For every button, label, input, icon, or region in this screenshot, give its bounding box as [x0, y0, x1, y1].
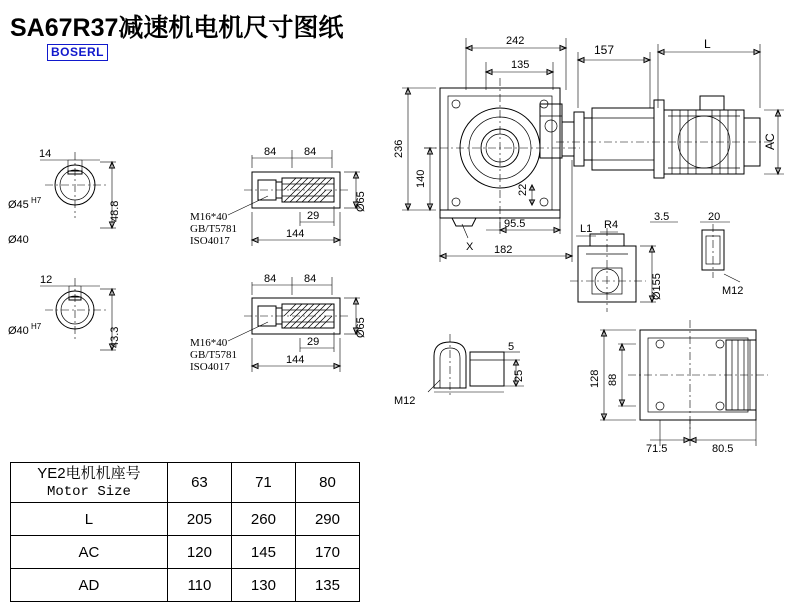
- row-ac-value-80: 170: [295, 536, 359, 569]
- left-bottom-shaft-view: [8, 274, 121, 350]
- note-bolt-top-3: ISO4017: [190, 235, 230, 247]
- svg-text:88: 88: [607, 373, 619, 386]
- motor-size-table: [10, 462, 360, 602]
- svg-text:84: 84: [304, 273, 317, 285]
- row-ac-value-63: 120: [167, 536, 231, 569]
- label-bore-bottom: Ø40: [8, 325, 29, 337]
- svg-text:14: 14: [39, 148, 52, 160]
- svg-text:R4: R4: [604, 219, 619, 231]
- label-bore-top: Ø45: [8, 199, 29, 211]
- note-bolt-top-1: M16*40: [190, 211, 228, 223]
- row-l-value-80: 290: [295, 503, 359, 536]
- note-bolt-bottom-1: M16*40: [190, 337, 228, 349]
- row-l-value-71: 260: [231, 503, 295, 536]
- svg-text:128: 128: [589, 369, 601, 388]
- row-ad-value-71: 130: [231, 569, 295, 602]
- note-bolt-top-2: GB/T5781: [190, 223, 238, 235]
- row-label-ad: AD: [11, 569, 168, 602]
- brand-logo: BOSERL: [47, 44, 108, 61]
- table-row: [11, 536, 360, 569]
- table-header-label-en: Motor Size: [46, 484, 131, 501]
- table-row: [11, 503, 360, 536]
- svg-text:AC: AC: [763, 133, 777, 150]
- base-plan-view: [589, 320, 768, 455]
- svg-text:25: 25: [513, 369, 525, 382]
- table-row: [11, 569, 360, 602]
- svg-text:22: 22: [517, 183, 529, 196]
- svg-text:157: 157: [594, 43, 615, 57]
- svg-text:236: 236: [393, 139, 405, 158]
- table-header-size-0: 63: [167, 463, 231, 503]
- row-ad-value-63: 110: [167, 569, 231, 602]
- svg-text:95.5: 95.5: [504, 218, 526, 230]
- table-header-size-2: 80: [295, 463, 359, 503]
- bottom-shaft-side-view: [190, 273, 367, 373]
- svg-text:M12: M12: [722, 285, 744, 297]
- svg-text:12: 12: [40, 274, 53, 286]
- svg-text:3.5: 3.5: [654, 211, 670, 223]
- svg-text:L1: L1: [580, 223, 593, 235]
- label-bore-alt: Ø40: [8, 234, 29, 246]
- svg-text:71.5: 71.5: [646, 443, 668, 455]
- table-header-label: [11, 463, 168, 503]
- row-label-l: L: [11, 503, 168, 536]
- row-l-value-63: 205: [167, 503, 231, 536]
- note-bolt-bottom-3: ISO4017: [190, 361, 230, 373]
- top-shaft-side-view: [190, 146, 367, 247]
- svg-text:X: X: [466, 241, 474, 253]
- table-header-size-1: 71: [231, 463, 295, 503]
- svg-text:L: L: [704, 37, 711, 51]
- left-top-shaft-view: [8, 148, 121, 246]
- svg-text:144: 144: [286, 354, 305, 366]
- page-title: SA67R37减速机电机尺寸图纸: [10, 14, 344, 42]
- svg-text:5: 5: [508, 341, 515, 353]
- svg-text:43.3: 43.3: [109, 326, 121, 348]
- row-label-ac: AC: [11, 536, 168, 569]
- svg-text:182: 182: [494, 244, 513, 256]
- svg-text:H7: H7: [31, 322, 42, 331]
- svg-text:84: 84: [264, 273, 277, 285]
- note-bolt-bottom-2: GB/T5781: [190, 349, 238, 361]
- svg-text:242: 242: [506, 35, 525, 47]
- svg-text:29: 29: [307, 336, 320, 348]
- svg-text:Ø155: Ø155: [651, 273, 663, 300]
- svg-text:80.5: 80.5: [712, 443, 734, 455]
- gearbox-side-view: [570, 211, 743, 312]
- svg-text:135: 135: [511, 59, 530, 71]
- row-ad-value-80: 135: [295, 569, 359, 602]
- svg-text:84: 84: [304, 146, 317, 158]
- table-header-label-cn: YE2电机机座号: [37, 465, 141, 482]
- svg-text:29: 29: [307, 210, 320, 222]
- svg-text:Ø65: Ø65: [355, 191, 367, 212]
- svg-text:144: 144: [286, 228, 305, 240]
- row-ac-value-71: 145: [231, 536, 295, 569]
- svg-text:140: 140: [415, 169, 427, 188]
- cap-detail-view: [394, 334, 525, 407]
- table-header-row: [11, 463, 360, 503]
- svg-text:48.8: 48.8: [109, 200, 121, 222]
- svg-text:Ø65: Ø65: [355, 317, 367, 338]
- svg-text:H7: H7: [31, 196, 42, 205]
- svg-text:20: 20: [708, 211, 721, 223]
- svg-text:84: 84: [264, 146, 277, 158]
- svg-text:M12: M12: [394, 395, 416, 407]
